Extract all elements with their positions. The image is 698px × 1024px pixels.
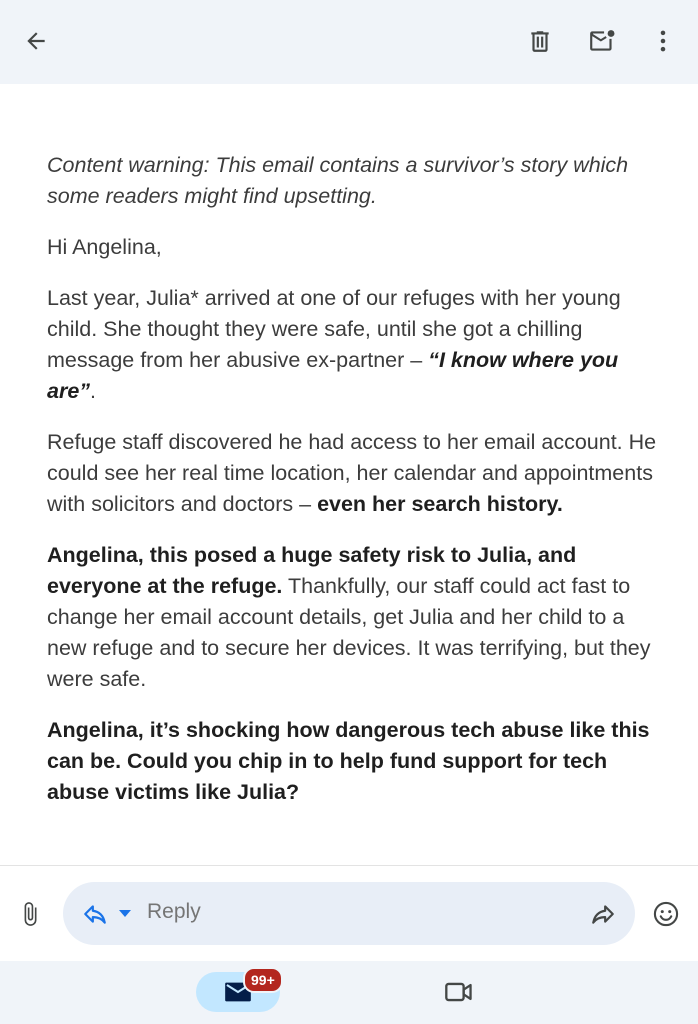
p1-text: Last year, Julia* arrived at one of our refuges with her young child. She thought they were safe, until she got a chilling message from her abusive ex-partner –	[47, 286, 621, 372]
p1-end: .	[90, 379, 97, 403]
content-warning: Content warning: This email contains a survivor’s story which some readers might find upsetting.	[47, 153, 629, 208]
forward-icon[interactable]	[589, 901, 617, 927]
trash-icon	[527, 28, 553, 54]
p2-text: Refuge staff discovered he had access to her email account. He could see her real time location, her calendar and appointments with solicitors and doctors –	[47, 430, 657, 516]
reply-box[interactable]	[63, 882, 635, 945]
paragraph-3	[47, 540, 657, 695]
p3-text: Thankfully, our staff could act fast to change her email account details, get Julia and her child to a new refuge and to secure her devices. It was terrifying, but they were safe.	[47, 574, 651, 691]
more-options-button[interactable]	[641, 19, 685, 63]
bottom-navigation	[0, 961, 698, 1024]
mail-unread-icon	[588, 28, 618, 54]
top-toolbar	[0, 0, 698, 84]
reply-icon	[81, 901, 109, 927]
p1-quote: “I know where you are”	[47, 348, 619, 403]
mark-unread-button[interactable]	[581, 19, 625, 63]
emoji-icon	[652, 900, 680, 928]
emoji-button[interactable]	[644, 892, 688, 936]
attach-button[interactable]	[8, 892, 52, 936]
paragraph-4	[47, 715, 657, 808]
p4-bold: Angelina, it’s shocking how dangerous tech abuse like this can be. Could you chip in to help fund support for tech abuse victims like Julia?	[47, 718, 650, 804]
divider	[0, 865, 698, 866]
reply-placeholder: Reply	[147, 900, 201, 923]
mail-badge: 99+	[243, 967, 283, 993]
meet-tab[interactable]	[437, 970, 481, 1014]
video-icon	[444, 979, 474, 1005]
email-body	[47, 150, 657, 828]
greeting: Hi Angelina,	[47, 235, 162, 259]
paragraph-2	[47, 427, 657, 520]
p3-bold: Angelina, this posed a huge safety risk to Julia, and everyone at the refuge.	[47, 543, 577, 598]
caret-down-icon[interactable]	[118, 909, 132, 919]
back-button[interactable]	[14, 19, 58, 63]
arrow-left-icon	[23, 28, 49, 54]
delete-button[interactable]	[518, 19, 562, 63]
paperclip-icon	[17, 901, 43, 927]
paragraph-1	[47, 283, 657, 407]
p2-bold: even her search history.	[317, 492, 563, 516]
more-vert-icon	[650, 28, 676, 54]
